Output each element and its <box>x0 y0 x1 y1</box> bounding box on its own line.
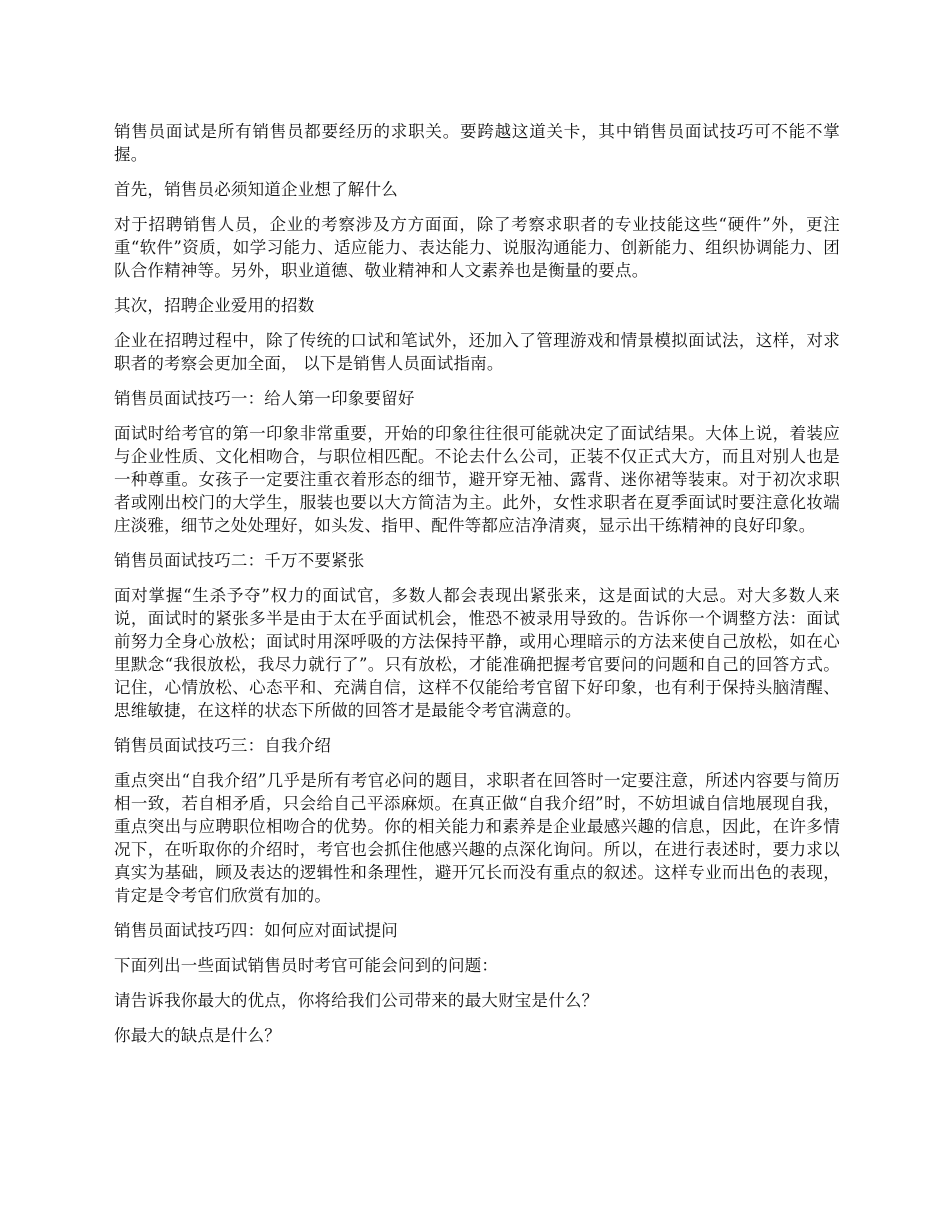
questions-intro-paragraph: 下面列出一些面试销售员时考官可能会问到的问题： <box>114 956 499 975</box>
tip-three-paragraph: 重点突出“自我介绍”几乎是所有考官必问的题目，求职者在回答时一定要注意，所述内容要与简历相一致，若自相矛盾，只会给自己平添麻烦。在真正做“自我介绍”时，不妨坦诚自信地展现自我，重点突出与应聘职位相吻合的优势。你的相关能力和素养是企业最感兴趣的信息，因此，在许多情况下，在听取你的介绍时，考官也会抓住他感兴趣的点深化询问。所以，在进行表述时，要力求以真实为基础，顾及表达的逻辑性和条理性，避开冗长而没有重点的叙述。这样专业而出色的表现，肯定是令考官们欣赏有加的。 <box>114 771 840 905</box>
section-heading-tip-one: 销售员面试技巧一：给人第一印象要留好 <box>114 389 415 408</box>
section-heading-tip-three: 销售员面试技巧三：自我介绍 <box>114 736 332 755</box>
company-expectations-paragraph: 对于招聘销售人员，企业的考察涉及方方面面，除了考察求职者的专业技能这些“硬件”外，更注重“软件”资质，如学习能力、适应能力、表达能力、说服沟通能力、创新能力、组织协调能力、团队合作精神等。另外，职业道德、敬业精神和人文素养也是衡量的要点。 <box>114 215 840 280</box>
document-body <box>114 120 840 1059</box>
tip-two-paragraph: 面对掌握“生杀予夺”权力的面试官，多数人都会表现出紧张来，这是面试的大忌。对大多数人来说，面试时的紧张多半是由于太在乎面试机会，惟恐不被录用导致的。告诉你一个调整方法：面试前努力全身心放松；面试时用深呼吸的方法保持平静，或用心理暗示的方法来使自己放松，如在心里默念“我很放松，我尽力就行了”。只有放松，才能准确把握考官要问的问题和自己的回答方式。记住，心情放松、心态平和、充满自信，这样不仅能给考官留下好印象，也有利于保持头脑清醒、思维敏捷，在这样的状态下所做的回答才是最能令考官满意的。 <box>114 586 840 720</box>
section-heading-tip-four: 销售员面试技巧四：如何应对面试提问 <box>114 921 398 940</box>
intro-paragraph: 销售员面试是所有销售员都要经历的求职关。要跨越这道关卡，其中销售员面试技巧可不能不掌握。 <box>114 122 840 164</box>
tip-one-paragraph: 面试时给考官的第一印象非常重要，开始的印象往往很可能就决定了面试结果。大体上说，着装应与企业性质、文化相吻合，与职位相匹配。不论去什么公司，正装不仅正式大方，而且对别人也是一种尊重。女孩子一定要注重衣着形态的细节，避开穿无袖、露背、迷你裙等装束。对于初次求职者或刚出校门的大学生，服装也要以大方简洁为主。此外，女性求职者在夏季面试时要注意化妆端庄淡雅，细节之处处理好，如头发、指甲、配件等都应洁净清爽，显示出干练精神的良好印象。 <box>114 424 840 535</box>
section-heading-company-expectations: 首先，销售员必须知道企业想了解什么 <box>114 180 398 199</box>
question-item: 你最大的缺点是什么？ <box>114 1026 281 1045</box>
recruiting-methods-paragraph: 企业在招聘过程中，除了传统的口试和笔试外，还加入了管理游戏和情景模拟面试法，这样，对求职者的考察会更加全面， 以下是销售人员面试指南。 <box>114 331 840 373</box>
section-heading-tip-two: 销售员面试技巧二：千万不要紧张 <box>114 551 365 570</box>
section-heading-recruiting-methods: 其次，招聘企业爱用的招数 <box>114 296 315 315</box>
question-item: 请告诉我你最大的优点，你将给我们公司带来的最大财宝是什么？ <box>114 991 599 1010</box>
